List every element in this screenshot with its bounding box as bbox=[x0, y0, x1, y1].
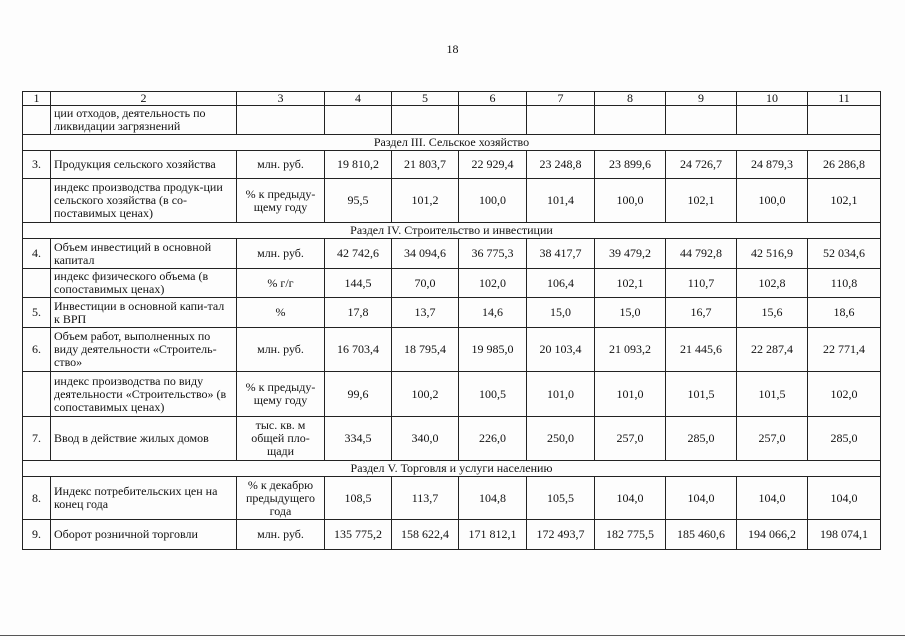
value-cell: 185 460,6 bbox=[666, 520, 737, 550]
row-number-cell bbox=[23, 106, 51, 135]
value-cell: 22 929,4 bbox=[459, 151, 527, 179]
value-cell: 101,4 bbox=[527, 179, 595, 223]
indicator-name-cell: Ввод в действие жилых домов bbox=[51, 417, 237, 461]
value-cell: 15,6 bbox=[737, 298, 808, 328]
table-row bbox=[23, 269, 881, 298]
table-row bbox=[23, 417, 881, 461]
value-cell: 102,1 bbox=[595, 269, 666, 298]
unit-cell: % к предыду-щему году bbox=[237, 179, 325, 223]
value-cell: 102,0 bbox=[808, 372, 881, 417]
indicator-name-cell: Объем работ, выполненных по виду деятельности «Строитель-ство» bbox=[51, 328, 237, 372]
value-cell: 42 516,9 bbox=[737, 239, 808, 269]
value-cell bbox=[808, 106, 881, 135]
value-cell: 198 074,1 bbox=[808, 520, 881, 550]
value-cell: 22 771,4 bbox=[808, 328, 881, 372]
value-cell: 36 775,3 bbox=[459, 239, 527, 269]
value-cell: 340,0 bbox=[392, 417, 459, 461]
indicator-name-cell: ции отходов, деятельность по ликвидации загрязнений bbox=[51, 106, 237, 135]
indicator-name-cell: Продукция сельского хозяйства bbox=[51, 151, 237, 179]
value-cell: 104,0 bbox=[737, 477, 808, 520]
page-bottom-rule bbox=[0, 635, 905, 636]
value-cell: 285,0 bbox=[808, 417, 881, 461]
value-cell: 24 879,3 bbox=[737, 151, 808, 179]
value-cell: 101,2 bbox=[392, 179, 459, 223]
column-number-cell: 10 bbox=[737, 92, 808, 106]
value-cell: 250,0 bbox=[527, 417, 595, 461]
value-cell: 113,7 bbox=[392, 477, 459, 520]
value-cell bbox=[325, 106, 392, 135]
indicator-name-cell: Индекс потребительских цен на конец года bbox=[51, 477, 237, 520]
value-cell: 21 803,7 bbox=[392, 151, 459, 179]
value-cell: 110,7 bbox=[666, 269, 737, 298]
value-cell: 100,2 bbox=[392, 372, 459, 417]
value-cell: 21 445,6 bbox=[666, 328, 737, 372]
value-cell: 104,0 bbox=[666, 477, 737, 520]
unit-cell: млн. руб. bbox=[237, 239, 325, 269]
value-cell bbox=[527, 106, 595, 135]
value-cell: 257,0 bbox=[595, 417, 666, 461]
value-cell: 108,5 bbox=[325, 477, 392, 520]
table-row bbox=[23, 179, 881, 223]
unit-cell: млн. руб. bbox=[237, 520, 325, 550]
value-cell: 104,8 bbox=[459, 477, 527, 520]
value-cell: 19 810,2 bbox=[325, 151, 392, 179]
table-row bbox=[23, 239, 881, 269]
value-cell: 39 479,2 bbox=[595, 239, 666, 269]
value-cell: 101,5 bbox=[737, 372, 808, 417]
unit-cell: тыс. кв. м общей пло-щади bbox=[237, 417, 325, 461]
indicator-name-cell: индекс производства продук-ции сельского хозяйства (в со-поставимых ценах) bbox=[51, 179, 237, 223]
row-number-cell: 8. bbox=[23, 477, 51, 520]
continuation-row bbox=[23, 106, 881, 135]
column-number-cell: 3 bbox=[237, 92, 325, 106]
value-cell: 102,8 bbox=[737, 269, 808, 298]
column-number-cell: 2 bbox=[51, 92, 237, 106]
value-cell: 14,6 bbox=[459, 298, 527, 328]
row-number-cell bbox=[23, 372, 51, 417]
table-row bbox=[23, 328, 881, 372]
value-cell: 23 248,8 bbox=[527, 151, 595, 179]
value-cell: 101,0 bbox=[595, 372, 666, 417]
page-number: 18 bbox=[446, 42, 459, 56]
section-heading: Раздел III. Сельское хозяйство bbox=[23, 135, 881, 151]
value-cell: 104,0 bbox=[595, 477, 666, 520]
indicator-name-cell: Оборот розничной торговли bbox=[51, 520, 237, 550]
value-cell: 182 775,5 bbox=[595, 520, 666, 550]
value-cell: 24 726,7 bbox=[666, 151, 737, 179]
value-cell: 194 066,2 bbox=[737, 520, 808, 550]
section-row bbox=[23, 223, 881, 239]
indicator-name-cell: индекс производства по виду деятельности «Строительство» (в сопоставимых ценах) bbox=[51, 372, 237, 417]
value-cell: 95,5 bbox=[325, 179, 392, 223]
value-cell: 17,8 bbox=[325, 298, 392, 328]
column-number-cell: 4 bbox=[325, 92, 392, 106]
value-cell: 110,8 bbox=[808, 269, 881, 298]
value-cell: 226,0 bbox=[459, 417, 527, 461]
value-cell: 26 286,8 bbox=[808, 151, 881, 179]
table-row bbox=[23, 477, 881, 520]
section-heading: Раздел IV. Строительство и инвестиции bbox=[23, 223, 881, 239]
indicator-name-cell: Объем инвестиций в основной капитал bbox=[51, 239, 237, 269]
column-number-cell: 8 bbox=[595, 92, 666, 106]
row-number-cell: 7. bbox=[23, 417, 51, 461]
column-number-cell: 7 bbox=[527, 92, 595, 106]
indicator-name-cell: Инвестиции в основной капи-тал к ВРП bbox=[51, 298, 237, 328]
value-cell: 135 775,2 bbox=[325, 520, 392, 550]
value-cell: 102,0 bbox=[459, 269, 527, 298]
value-cell: 101,5 bbox=[666, 372, 737, 417]
unit-cell bbox=[237, 106, 325, 135]
value-cell: 15,0 bbox=[595, 298, 666, 328]
value-cell: 16 703,4 bbox=[325, 328, 392, 372]
value-cell bbox=[595, 106, 666, 135]
value-cell: 16,7 bbox=[666, 298, 737, 328]
value-cell: 70,0 bbox=[392, 269, 459, 298]
value-cell: 23 899,6 bbox=[595, 151, 666, 179]
row-number-cell: 6. bbox=[23, 328, 51, 372]
column-number-cell: 11 bbox=[808, 92, 881, 106]
value-cell: 52 034,6 bbox=[808, 239, 881, 269]
value-cell: 38 417,7 bbox=[527, 239, 595, 269]
value-cell: 21 093,2 bbox=[595, 328, 666, 372]
unit-cell: % к предыду-щему году bbox=[237, 372, 325, 417]
value-cell: 100,0 bbox=[595, 179, 666, 223]
value-cell: 18,6 bbox=[808, 298, 881, 328]
value-cell bbox=[459, 106, 527, 135]
value-cell: 18 795,4 bbox=[392, 328, 459, 372]
value-cell bbox=[666, 106, 737, 135]
value-cell: 13,7 bbox=[392, 298, 459, 328]
value-cell: 100,0 bbox=[737, 179, 808, 223]
value-cell: 99,6 bbox=[325, 372, 392, 417]
value-cell: 100,5 bbox=[459, 372, 527, 417]
value-cell: 102,1 bbox=[666, 179, 737, 223]
value-cell: 102,1 bbox=[808, 179, 881, 223]
section-heading: Раздел V. Торговля и услуги населению bbox=[23, 461, 881, 477]
value-cell: 106,4 bbox=[527, 269, 595, 298]
column-number-cell: 9 bbox=[666, 92, 737, 106]
value-cell bbox=[392, 106, 459, 135]
row-number-cell bbox=[23, 269, 51, 298]
indicator-name-cell: индекс физического объема (в сопоставимых ценах) bbox=[51, 269, 237, 298]
column-number-cell: 1 bbox=[23, 92, 51, 106]
column-number-row bbox=[23, 92, 881, 106]
table-row bbox=[23, 151, 881, 179]
value-cell: 22 287,4 bbox=[737, 328, 808, 372]
unit-cell: млн. руб. bbox=[237, 151, 325, 179]
column-number-cell: 5 bbox=[392, 92, 459, 106]
value-cell: 257,0 bbox=[737, 417, 808, 461]
row-number-cell: 5. bbox=[23, 298, 51, 328]
table-row bbox=[23, 520, 881, 550]
row-number-cell bbox=[23, 179, 51, 223]
value-cell: 334,5 bbox=[325, 417, 392, 461]
value-cell bbox=[737, 106, 808, 135]
section-row bbox=[23, 461, 881, 477]
value-cell: 42 742,6 bbox=[325, 239, 392, 269]
row-number-cell: 9. bbox=[23, 520, 51, 550]
value-cell: 105,5 bbox=[527, 477, 595, 520]
value-cell: 172 493,7 bbox=[527, 520, 595, 550]
column-number-cell: 6 bbox=[459, 92, 527, 106]
value-cell: 20 103,4 bbox=[527, 328, 595, 372]
table-row bbox=[23, 298, 881, 328]
value-cell: 144,5 bbox=[325, 269, 392, 298]
value-cell: 104,0 bbox=[808, 477, 881, 520]
section-row bbox=[23, 135, 881, 151]
unit-cell: млн. руб. bbox=[237, 328, 325, 372]
row-number-cell: 4. bbox=[23, 239, 51, 269]
value-cell: 101,0 bbox=[527, 372, 595, 417]
value-cell: 100,0 bbox=[459, 179, 527, 223]
value-cell: 34 094,6 bbox=[392, 239, 459, 269]
value-cell: 15,0 bbox=[527, 298, 595, 328]
value-cell: 19 985,0 bbox=[459, 328, 527, 372]
value-cell: 285,0 bbox=[666, 417, 737, 461]
value-cell: 158 622,4 bbox=[392, 520, 459, 550]
value-cell: 171 812,1 bbox=[459, 520, 527, 550]
unit-cell: % г/г bbox=[237, 269, 325, 298]
table-row bbox=[23, 372, 881, 417]
unit-cell: % к декабрю предыдущего года bbox=[237, 477, 325, 520]
indicators-table bbox=[22, 91, 881, 550]
unit-cell: % bbox=[237, 298, 325, 328]
value-cell: 44 792,8 bbox=[666, 239, 737, 269]
row-number-cell: 3. bbox=[23, 151, 51, 179]
